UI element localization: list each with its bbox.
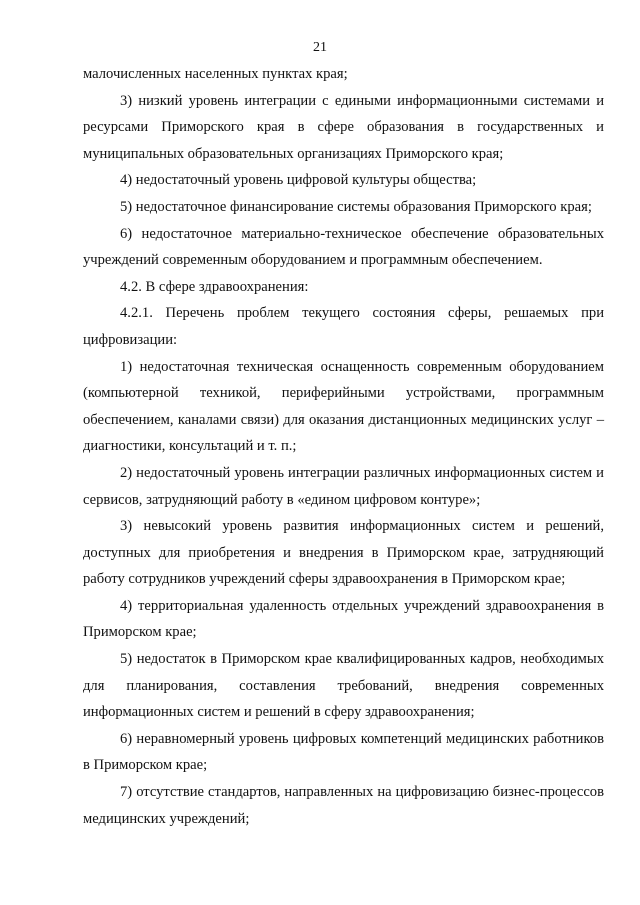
paragraph-item-1-healthcare: 1) недостаточная техническая оснащенность современным оборудованием (компьютерной техникой, периферийными устройствами, программным обеспечением, каналами связи) для оказания дистанционных медицинских услуг – диагностики, консультаций и т. п.;	[83, 358, 604, 455]
paragraph-item-3-healthcare: 3) невысокий уровень развития информационных систем и решений, доступных для приобретения и внедрения в Приморском крае, затрудняющий работу сотрудников учреждений сферы здравоохранения в Приморском крае;	[83, 518, 604, 588]
paragraph-item-4-healthcare: 4) территориальная удаленность отдельных учреждений здравоохранения в Приморском крае;	[83, 597, 604, 641]
section-heading-healthcare: 4.2. В сфере здравоохранения:	[120, 278, 309, 295]
subsection-heading-problems: 4.2.1. Перечень проблем текущего состояния сферы, решаемых при цифровизации:	[83, 305, 604, 348]
body-text	[83, 61, 604, 832]
paragraph-item-7-healthcare: 7) отсутствие стандартов, направленных на цифровизацию бизнес-процессов медицинских учреждений;	[83, 784, 604, 827]
paragraph-item-4-education: 4) недостаточный уровень цифровой культуры общества;	[120, 172, 477, 189]
paragraph-item-3-education: 3) низкий уровень интеграции с едиными информационными системами и ресурсами Приморского края в сфере образования в государственных и муниципальных образовательных организациях Приморского края;	[83, 92, 604, 162]
paragraph-item-5-healthcare: 5) недостаток в Приморском крае квалифицированных кадров, необходимых для планирования, составления требований, внедрения современных информационных систем и решений в сферу здравоохранения;	[83, 651, 604, 721]
paragraph-item-6-education: 6) недостаточное материально-техническое обеспечение образовательных учреждений современным оборудованием и программным обеспечением.	[83, 225, 604, 269]
paragraph-continuation: малочисленных населенных пунктах края;	[83, 66, 348, 82]
paragraph-item-2-healthcare: 2) недостаточный уровень интеграции различных информационных систем и сервисов, затрудняющий работу в «едином цифровом контуре»;	[83, 464, 604, 508]
page-number: 21	[313, 40, 327, 55]
paragraph-item-6-healthcare: 6) неравномерный уровень цифровых компетенций медицинских работников в Приморском крае;	[83, 730, 604, 774]
paragraph-item-5-education: 5) недостаточное финансирование системы образования Приморского края;	[120, 198, 592, 215]
